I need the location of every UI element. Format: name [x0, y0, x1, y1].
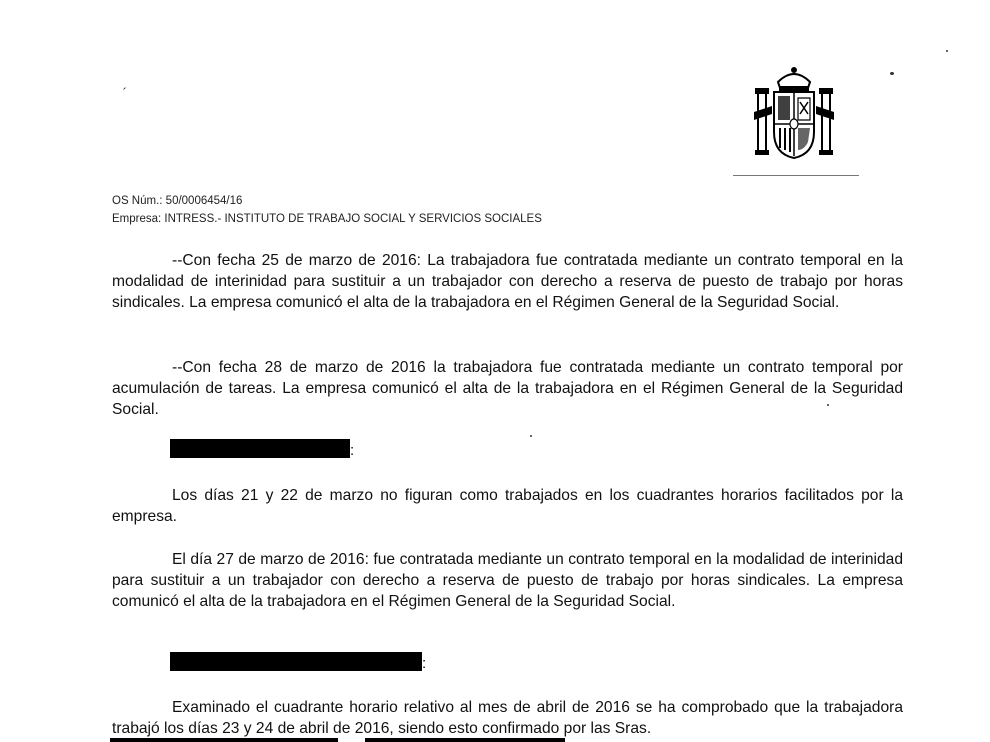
os-number: OS Núm.: 50/0006454/16 — [112, 195, 243, 207]
scan-speck — [530, 435, 532, 437]
coat-of-arms-emblem — [752, 62, 836, 162]
company-name: Empresa: INTRESS.- INSTITUTO DE TRABAJO SOCIAL Y SERVICIOS SOCIALES — [112, 213, 542, 225]
redaction-colon: : — [350, 442, 355, 459]
paragraph-days-not-worked — [112, 485, 903, 527]
paragraph-contract-28-march — [112, 357, 903, 420]
paragraph-text: --Con fecha 28 de marzo de 2016 la trabajadora fue contratada mediante un contrato temporal por acumulación de tareas. La empresa comunicó el alta de la trabajadora en el Régimen General de la Seguridad Social. — [112, 359, 903, 418]
scan-speck — [123, 87, 126, 90]
redacted-name-block — [170, 652, 422, 671]
paragraph-text: Examinado el cuadrante horario relativo al mes de abril de 2016 se ha comprobado que la trabajadora trabajó los días 23 y 24 de abril de 2016, siendo esto confirmado por las Sras. — [112, 699, 903, 737]
scan-speck — [890, 72, 894, 75]
paragraph-text: El día 27 de marzo de 2016: fue contratada mediante un contrato temporal en la modalidad de interinidad para sustituir a un trabajador con derecho a reserva de puesto de trabajo por horas sindicales. La empresa comunicó el alta de la trabajadora en el Régimen General de la Seguridad Social. — [112, 551, 903, 610]
paragraph-text: Los días 21 y 22 de marzo no figuran como trabajados en los cuadrantes horarios facilitados por la empresa. — [112, 487, 903, 525]
redaction-bar-bottom — [365, 738, 565, 742]
paragraph-text: --Con fecha 25 de marzo de 2016: La trabajadora fue contratada mediante un contrato temporal en la modalidad de interinidad para sustituir a un trabajador con derecho a reserva de puesto de trabajo por horas sindicales. La empresa comunicó el alta de la trabajadora en el Régimen General de la Seguridad Social. — [112, 252, 903, 311]
paragraph-contract-25-march — [112, 250, 903, 313]
paragraph-contract-27-march — [112, 549, 903, 612]
paragraph-april-schedule — [112, 697, 903, 739]
scan-speck — [946, 50, 948, 52]
redaction-bar-bottom — [110, 738, 338, 742]
emblem-underline — [733, 175, 859, 176]
redaction-colon: : — [422, 655, 427, 672]
redacted-name-block — [170, 439, 350, 458]
